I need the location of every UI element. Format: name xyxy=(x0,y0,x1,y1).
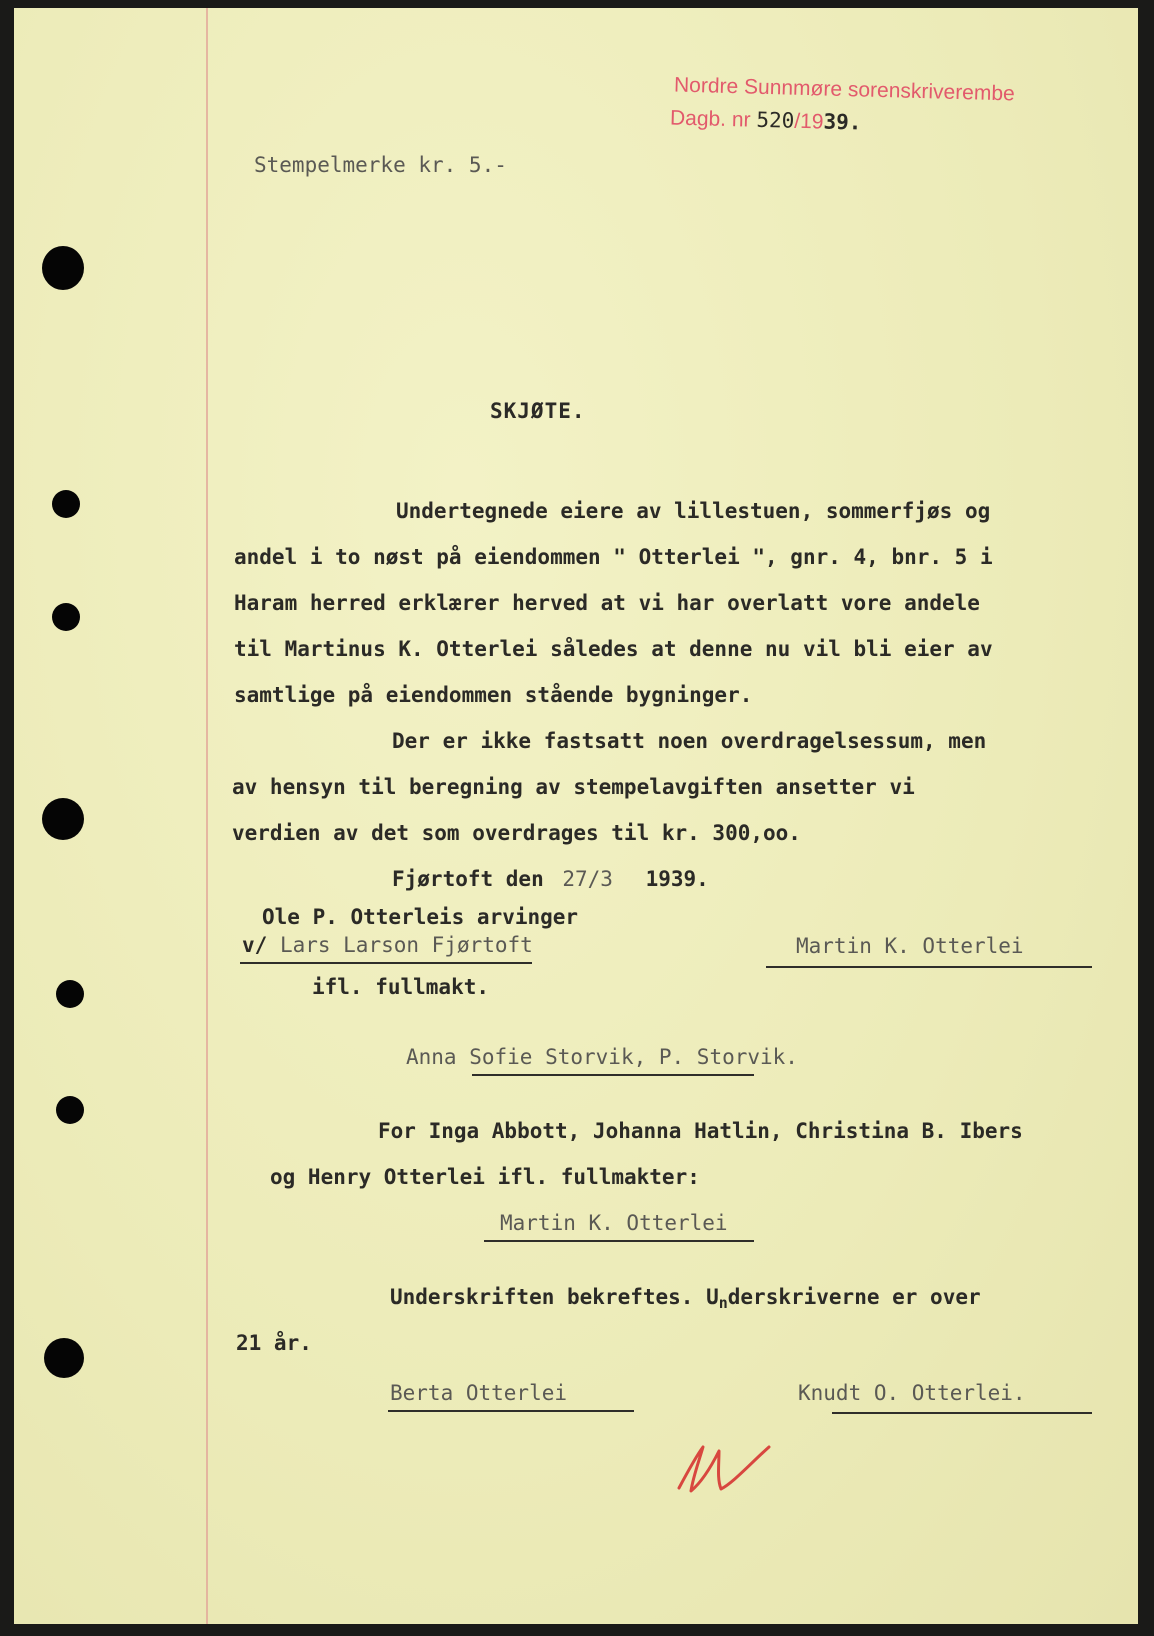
signature-storvik-rest: Sofie Storvik, P. Storvik. xyxy=(469,1045,798,1069)
stempelmerke: Stempelmerke kr. 5.- xyxy=(254,153,507,177)
body-line: Undertegnede eiere av lillestuen, sommerfjøs og xyxy=(396,499,991,523)
witness-right-underline xyxy=(832,1412,1092,1414)
punch-hole xyxy=(56,1096,84,1124)
signature-left-underline xyxy=(240,962,532,964)
dagb-number: 520 xyxy=(756,107,795,133)
date: 27/3 xyxy=(562,867,613,891)
red-initials-mark xyxy=(669,1433,789,1503)
confirm-line: 21 år. xyxy=(236,1331,312,1355)
dagb-label: Dagb. nr xyxy=(669,106,751,132)
punch-hole xyxy=(44,1338,84,1378)
body-line: av hensyn til beregning av stempelavgiften ansetter vi xyxy=(232,775,915,799)
document-title: SKJØTE. xyxy=(490,399,586,423)
signature-martin-underline xyxy=(484,1240,754,1242)
confirm-text-b: derskriverne er over xyxy=(727,1285,981,1309)
confirm-text-a: Underskriften bekreftes. U xyxy=(390,1285,719,1309)
registry-stamp-dagb xyxy=(670,105,862,135)
punch-hole xyxy=(56,980,84,1008)
document-page xyxy=(14,8,1138,1624)
year: 1939. xyxy=(645,867,709,891)
body-line: samtlige på eiendommen stående bygninger. xyxy=(234,683,753,707)
body-line: verdien av det som overdrages til kr. 300,oo. xyxy=(232,821,801,845)
signature-right-underline xyxy=(766,966,1092,968)
signature-storvik xyxy=(406,1044,798,1070)
place: Fjørtoft den xyxy=(392,867,544,891)
confirm-line xyxy=(390,1284,981,1316)
witness-left: Berta Otterlei xyxy=(390,1381,568,1405)
confirm-sub: n xyxy=(718,1294,728,1312)
punch-hole xyxy=(42,798,84,840)
place-date xyxy=(392,866,709,892)
punch-hole xyxy=(42,246,84,290)
heirs-line: Ole P. Otterleis arvinger xyxy=(262,905,579,929)
witness-left-underline xyxy=(388,1410,634,1412)
body-line: Der er ikke fastsatt noen overdragelsessum, men xyxy=(392,729,987,753)
signature-left-name: Lars Larson Fjørtoft xyxy=(279,933,533,957)
punch-hole xyxy=(52,603,80,631)
body-line: til Martinus K. Otterlei således at denne nu vil bli eier av xyxy=(234,637,993,661)
for-line: For Inga Abbott, Johanna Hatlin, Christina B. Ibers xyxy=(378,1119,1023,1143)
dagb-year-suffix: 39. xyxy=(823,109,862,135)
signature-left-prefix: v/ xyxy=(242,933,268,957)
signature-right: Martin K. Otterlei xyxy=(796,934,1024,958)
witness-right: Knudt O. Otterlei. xyxy=(798,1381,1026,1405)
dagb-year-prefix: /19 xyxy=(794,109,824,134)
margin-line xyxy=(206,8,208,1624)
signature-storvik-underline xyxy=(472,1074,754,1076)
signature-left xyxy=(242,932,533,958)
signature-martin: Martin K. Otterlei xyxy=(500,1211,728,1235)
body-line: andel i to nøst på eiendommen " Otterlei ", gnr. 4, bnr. 5 i xyxy=(234,545,993,569)
proxy-line: ifl. fullmakt. xyxy=(312,975,490,999)
body-line: Haram herred erklærer herved at vi har overlatt vore andele xyxy=(234,591,980,615)
registry-stamp-office: Nordre Sunnmøre sorenskriverembe xyxy=(673,73,1016,106)
for-line: og Henry Otterlei ifl. fullmakter: xyxy=(270,1165,700,1189)
punch-hole xyxy=(52,490,80,518)
signature-storvik-first: Anna xyxy=(406,1045,457,1069)
